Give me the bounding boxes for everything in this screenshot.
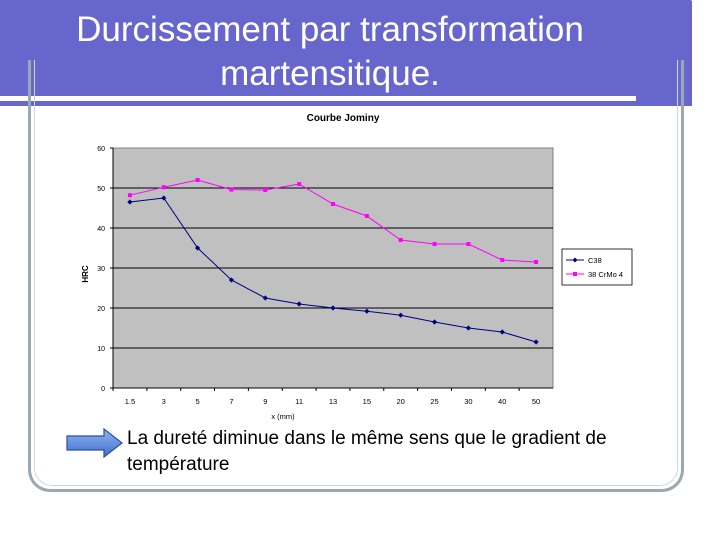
data-point-crmo: [128, 193, 132, 197]
slide-title: Durcissement par transformation martensitique.: [76, 10, 584, 93]
y-tick-label: 30: [97, 266, 105, 273]
x-tick-label: 20: [396, 397, 405, 406]
arrow-icon: [66, 428, 124, 458]
x-tick-label: 1.5: [124, 397, 136, 406]
data-point-crmo: [399, 238, 403, 242]
data-point-crmo: [433, 242, 437, 246]
x-tick-label: 50: [531, 397, 541, 406]
y-tick-label: 60: [97, 146, 105, 153]
y-axis-label: HRC: [81, 265, 90, 283]
legend-label-2: 38 CrMo 4: [588, 270, 624, 279]
legend-box: [562, 249, 632, 285]
y-tick-label: 50: [97, 186, 105, 193]
x-axis-label: x (mm): [271, 412, 295, 421]
x-tick-label: 3: [161, 397, 166, 406]
data-point-crmo: [331, 202, 335, 206]
data-point-crmo: [229, 188, 233, 192]
data-point-crmo: [500, 258, 504, 262]
data-point-crmo: [365, 214, 369, 218]
x-tick-label: 30: [464, 397, 473, 406]
x-tick-label: 13: [328, 397, 338, 406]
data-point-crmo: [534, 260, 538, 264]
data-point-crmo: [263, 188, 267, 192]
x-tick-label: 40: [498, 397, 507, 406]
x-tick-label: 5: [195, 397, 200, 406]
legend-marker-2: [573, 272, 577, 276]
y-tick-label: 40: [97, 226, 105, 233]
x-tick-label: 9: [263, 397, 268, 406]
x-tick-label: 15: [362, 397, 372, 406]
y-tick-label: 10: [97, 346, 105, 353]
chart-svg: [70, 108, 640, 426]
y-tick-label: 0: [101, 386, 105, 393]
jominy-chart: [70, 108, 640, 426]
data-point-crmo: [196, 178, 200, 182]
y-tick-label: 20: [97, 306, 105, 313]
x-tick-label: 11: [295, 397, 304, 406]
legend-label-1: C38: [588, 256, 602, 265]
data-point-crmo: [297, 182, 301, 186]
caption-text: La dureté diminue dans le même sens que le gradient de température: [127, 428, 607, 475]
x-tick-label: 25: [430, 397, 439, 406]
x-tick-label: 7: [229, 397, 234, 406]
chart-title: Courbe Jominy: [306, 113, 380, 124]
data-point-crmo: [162, 185, 166, 189]
data-point-crmo: [466, 242, 470, 246]
